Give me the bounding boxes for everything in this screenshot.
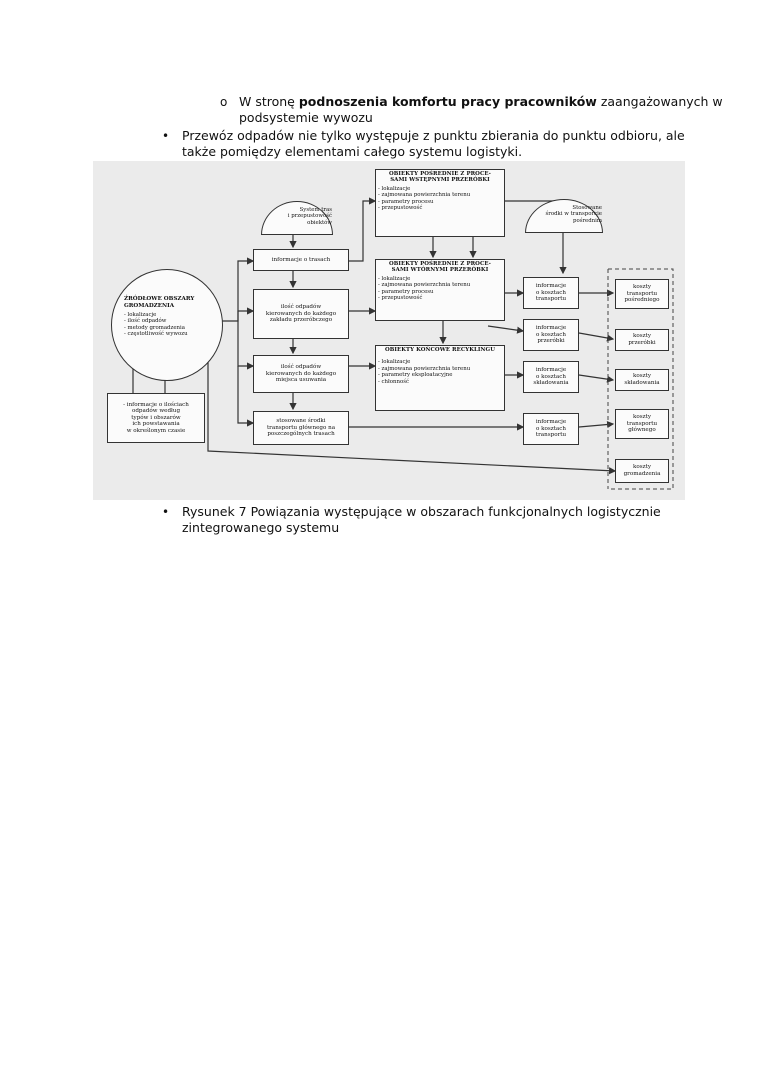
box-line: informacje bbox=[535, 367, 567, 374]
box-line: koszty bbox=[633, 333, 651, 340]
sub-bullet-prefix: W stronę bbox=[239, 94, 299, 109]
sub-bullet-line-2: podsystemie wywozu bbox=[239, 110, 373, 125]
list-item: - częstotliwość wywozu bbox=[124, 331, 188, 338]
sub-bullet-suffix: zaangażowanych w bbox=[596, 94, 723, 109]
box-line: pośredniego bbox=[624, 297, 660, 304]
box-line: przeróbki bbox=[537, 338, 565, 345]
box-line: w określonym czasie bbox=[126, 427, 186, 434]
sub-bullet-bold: podnoszenia komfortu pracy pracowników bbox=[298, 94, 597, 109]
waste-info-box bbox=[107, 393, 205, 443]
box-line: o kosztach bbox=[535, 331, 567, 338]
bullet-2-marker: • bbox=[162, 505, 170, 519]
info-costs-box-1 bbox=[523, 277, 579, 309]
list-item: - przepustowość bbox=[378, 205, 423, 212]
costs-box-4 bbox=[615, 409, 669, 439]
box-line: typów i obszarów bbox=[131, 414, 181, 421]
secondary-objects-title-line-1: OBIEKTY POŚREDNIE Z PROCE- bbox=[388, 261, 492, 267]
final-objects-list bbox=[378, 359, 502, 385]
box-line: gromadzenia bbox=[623, 471, 661, 477]
box-line: koszty bbox=[633, 414, 651, 421]
secondary-objects-box bbox=[375, 259, 505, 321]
box-line: koszty bbox=[633, 284, 651, 291]
sub-bullet-marker: o bbox=[220, 95, 228, 109]
dome-line: Stosowane bbox=[572, 205, 602, 212]
source-areas-title-line-2: GROMADZENIA bbox=[124, 302, 175, 309]
list-item: - lokalizacje bbox=[378, 359, 411, 366]
box-line: - informacje o ilościach bbox=[123, 401, 189, 408]
box-line: informacje bbox=[535, 325, 567, 332]
list-item: - przepustowość bbox=[378, 295, 423, 302]
box-line: głównego bbox=[628, 427, 656, 434]
list-item: - parametry procesu bbox=[378, 198, 434, 205]
box-line: transportu bbox=[626, 290, 658, 297]
costs-box-3 bbox=[615, 369, 669, 391]
bullet-1-line-1: Przewóz odpadów nie tylko występuje z punktu zbierania do punktu odbioru, ale bbox=[182, 128, 685, 143]
box-line: składowania bbox=[533, 380, 569, 387]
box-line: informacje bbox=[535, 283, 567, 290]
box-line: o kosztach bbox=[535, 425, 567, 432]
dome-line: pośrednim bbox=[573, 217, 602, 224]
bullet-1-marker: • bbox=[162, 129, 170, 143]
box-line: o kosztach bbox=[535, 289, 567, 296]
box-line: o kosztach bbox=[535, 373, 567, 380]
box-line: transportu bbox=[535, 296, 567, 303]
box-line: kierowanych do każdego bbox=[265, 370, 337, 377]
box-line: ilość odpadów bbox=[280, 364, 322, 371]
box-line: stosowane środki bbox=[276, 418, 326, 425]
box-line: odpadów według bbox=[131, 408, 181, 415]
box-line: ilość odpadów bbox=[280, 304, 322, 311]
source-areas-title bbox=[124, 296, 194, 309]
dome-line: i przepustowość bbox=[287, 213, 332, 220]
secondary-objects-title bbox=[378, 261, 502, 274]
primary-objects-list bbox=[378, 186, 502, 212]
info-costs-box-4 bbox=[523, 413, 579, 445]
secondary-objects-title-line-2: SAMI WTÓRNYMI PRZERÓBKI bbox=[391, 267, 489, 274]
box-line: informacje bbox=[535, 419, 567, 426]
route-info-box: informacje o trasach bbox=[253, 249, 349, 271]
info-costs-box-2 bbox=[523, 319, 579, 351]
secondary-objects-list bbox=[378, 276, 502, 302]
primary-objects-title bbox=[378, 171, 502, 184]
primary-objects-box bbox=[375, 169, 505, 237]
primary-objects-title-line-2: SAMI WSTĘPNYMI PRZERÓBKI bbox=[390, 177, 490, 184]
logistics-diagram bbox=[93, 161, 685, 500]
list-item: - parametry procesu bbox=[378, 288, 434, 295]
figure-caption-line-1: Rysunek 7 Powiązania występujące w obszarach funkcjonalnych logistycznie bbox=[182, 504, 661, 519]
box-line: transportu bbox=[626, 420, 658, 427]
list-item: - parametry eksploatacyjne bbox=[378, 372, 453, 379]
source-areas-title-line-1: ŹRÓDŁOWE OBSZARY bbox=[124, 296, 195, 302]
box-line: kierowanych do każdego bbox=[265, 310, 337, 317]
box-line: transportu bbox=[535, 432, 567, 439]
list-item: - ilość odpadów bbox=[124, 318, 167, 325]
list-item: - chłonność bbox=[378, 378, 409, 385]
dome-line: obiektów bbox=[307, 219, 332, 226]
list-item: - zajmowana powierzchnia terenu bbox=[378, 192, 471, 199]
costs-box-1 bbox=[615, 279, 669, 309]
waste-to-place-box bbox=[253, 355, 349, 393]
list-item: - metody gromadzenia bbox=[124, 324, 185, 331]
figure-caption-line-2: zintegrowanego systemu bbox=[182, 520, 340, 535]
final-objects-box bbox=[375, 345, 505, 411]
box-line: ich powstawania bbox=[132, 421, 180, 428]
box-line: składowania bbox=[624, 380, 660, 386]
list-item: - zajmowana powierzchnia terenu bbox=[378, 282, 471, 289]
costs-box-5 bbox=[615, 459, 669, 483]
list-item: - lokalizacje bbox=[124, 312, 157, 318]
list-item: - lokalizacje bbox=[378, 275, 411, 282]
sub-bullet-line-1 bbox=[239, 94, 723, 110]
dome-line: System tras bbox=[299, 207, 332, 214]
list-item: - zajmowana powierzchnia terenu bbox=[378, 365, 471, 372]
source-areas-list bbox=[124, 312, 188, 338]
costs-box-2 bbox=[615, 329, 669, 351]
bullet-1-line-2: także pomiędzy elementami całego systemu logistyki. bbox=[182, 144, 523, 159]
box-line: miejsca usuwania bbox=[275, 377, 327, 384]
box-line: koszty bbox=[633, 373, 651, 380]
primary-objects-title-line-1: OBIEKTY POŚREDNIE Z PROCE- bbox=[388, 171, 492, 177]
means-used-box bbox=[253, 411, 349, 445]
list-item: - lokalizacje bbox=[378, 185, 411, 192]
box-line: koszty bbox=[633, 464, 651, 471]
box-line: poszczególnych trasach bbox=[267, 431, 335, 438]
source-areas-circle bbox=[111, 269, 223, 381]
waste-to-plant-box bbox=[253, 289, 349, 339]
box-line: przeróbki bbox=[628, 340, 656, 346]
dome-line: środki w transporcie bbox=[545, 211, 602, 218]
info-costs-box-3 bbox=[523, 361, 579, 393]
box-line: transportu głównego na bbox=[266, 424, 336, 431]
final-objects-title: OBIEKTY KOŃCOWE RECYKLINGU bbox=[384, 347, 496, 353]
box-line: zakładu przeróbczego bbox=[269, 317, 333, 324]
